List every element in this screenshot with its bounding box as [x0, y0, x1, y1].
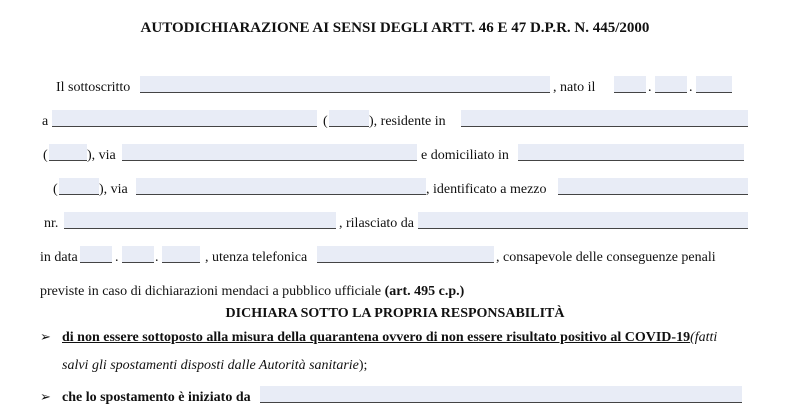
id-document-type-field[interactable]	[558, 178, 748, 195]
date-separator: .	[155, 250, 159, 265]
birthplace-field[interactable]	[52, 110, 317, 127]
label-rilasciato: , rilasciato da	[339, 216, 415, 231]
date-separator: .	[648, 80, 652, 95]
issue-month-field[interactable]	[122, 246, 154, 263]
label-a: a	[42, 114, 49, 129]
residence-field[interactable]	[461, 110, 748, 127]
declaration-item-quarantine	[62, 330, 717, 346]
quarantine-note-text: salvi gli spostamenti disposti dalle Autorità sanitarie	[62, 358, 359, 373]
birth-province-field[interactable]	[329, 110, 369, 127]
label-paren-open: (	[323, 114, 328, 129]
sottoscritto-field[interactable]	[140, 76, 550, 93]
penalty-article: (art. 495 c.p.)	[384, 284, 465, 299]
label-paren-open: (	[43, 148, 48, 163]
label-consapevole: , consapevole delle conseguenze penali	[496, 250, 716, 265]
date-separator: .	[115, 250, 119, 265]
phone-field[interactable]	[317, 246, 494, 263]
label-utenza: , utenza telefonica	[205, 250, 308, 265]
quarantine-note-continued	[62, 358, 367, 374]
label-spostamento: che lo spostamento è iniziato da	[62, 390, 251, 405]
domicile-field[interactable]	[518, 144, 744, 161]
label-in-data: in data	[40, 250, 78, 265]
residence-street-field[interactable]	[122, 144, 417, 161]
label-nr: nr.	[44, 216, 59, 231]
birth-day-field[interactable]	[614, 76, 646, 93]
label-via: ), via	[87, 148, 116, 163]
label-paren-open: (	[53, 182, 58, 197]
date-separator: .	[689, 80, 693, 95]
document-title: AUTODICHIARAZIONE AI SENSI DEGLI ARTT. 46 E 47 D.P.R. N. 445/2000	[140, 20, 650, 36]
issue-day-field[interactable]	[80, 246, 112, 263]
quarantine-statement: di non essere sottoposto alla misura della quarantena ovvero di non essere risultato positivo al COVID-19	[62, 330, 691, 345]
label-via: ), via	[99, 182, 128, 197]
birth-month-field[interactable]	[655, 76, 687, 93]
label-identificato: , identificato a mezzo	[426, 182, 547, 197]
quarantine-note-end: );	[358, 358, 368, 373]
penalty-notice	[40, 284, 464, 300]
issue-year-field[interactable]	[162, 246, 200, 263]
residence-province-field[interactable]	[49, 144, 87, 161]
label-domiciliato: e domiciliato in	[421, 148, 509, 163]
label-sottoscritto: Il sottoscritto	[56, 80, 131, 95]
arrow-bullet-icon: ➢	[40, 390, 51, 405]
arrow-bullet-icon: ➢	[40, 330, 51, 345]
quarantine-note: (fatti	[690, 330, 718, 345]
birth-year-field[interactable]	[696, 76, 732, 93]
id-number-field[interactable]	[64, 212, 336, 229]
label-residente: ), residente in	[369, 114, 446, 129]
departure-location-field[interactable]	[260, 386, 742, 403]
issued-by-field[interactable]	[418, 212, 748, 229]
domicile-street-field[interactable]	[136, 178, 426, 195]
declaration-heading: DICHIARA SOTTO LA PROPRIA RESPONSABILITÀ	[225, 306, 565, 321]
domicile-province-field[interactable]	[59, 178, 99, 195]
penalty-text: previste in caso di dichiarazioni mendaci a pubblico ufficiale	[40, 284, 382, 299]
label-nato: , nato il	[553, 80, 596, 95]
